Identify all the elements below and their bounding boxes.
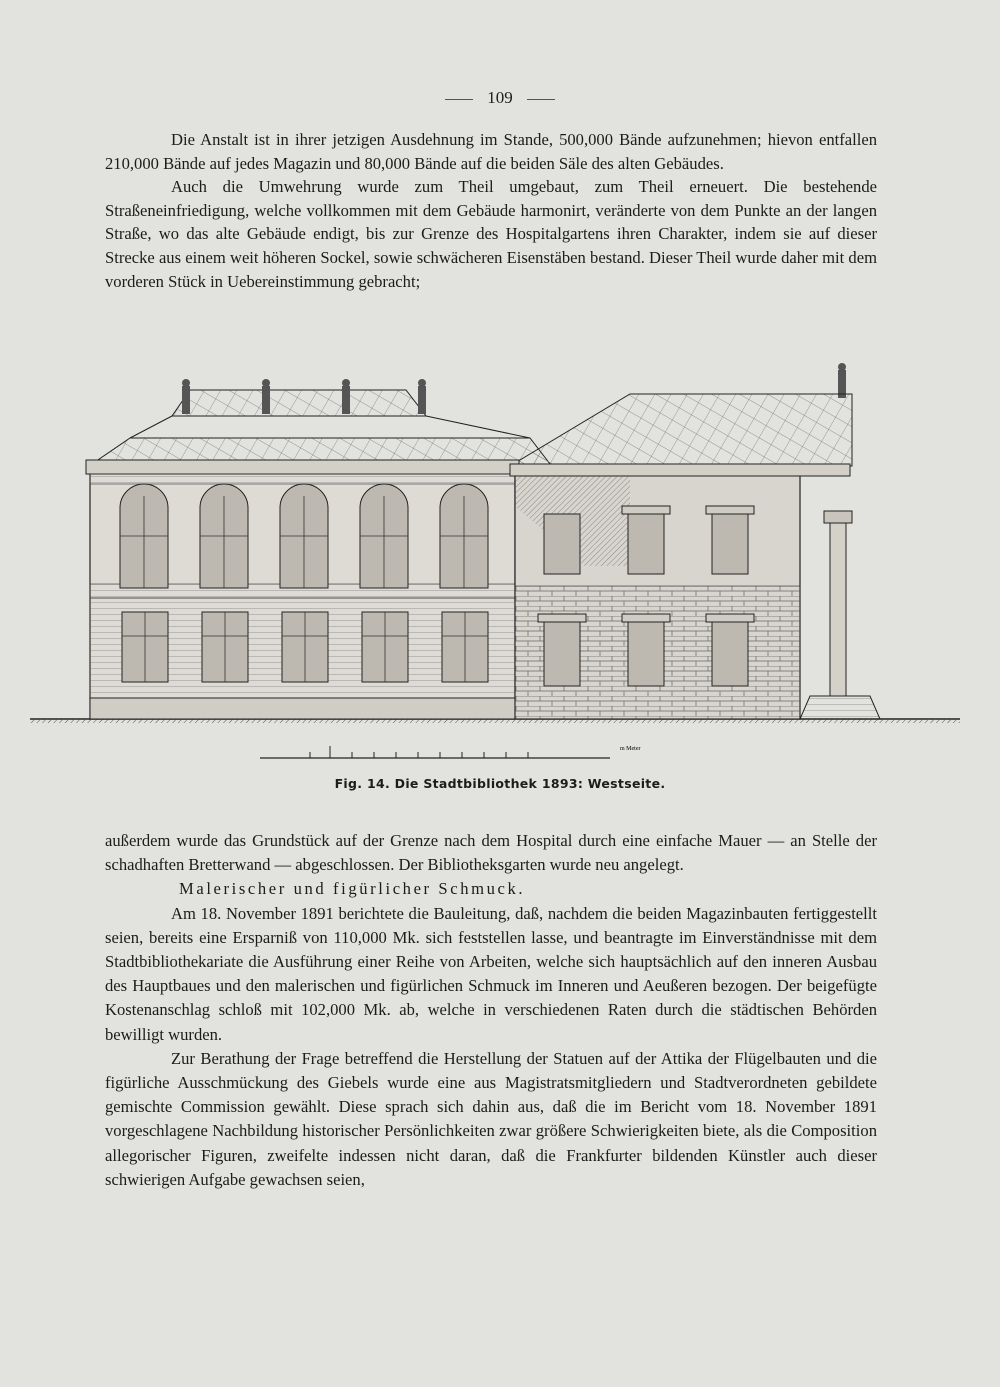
page-number-rule-right	[527, 99, 555, 100]
wing-cornice	[510, 464, 850, 476]
main-cornice	[86, 460, 519, 474]
attic-roof	[172, 390, 426, 416]
paragraph: Auch die Umwehrung wurde zum Theil umgebaut, zum Theil erneuert. Die bestehende Straßeneinfriedigung, welche vollkommen mit dem Gebäude harmonirt, veränderte von dem Punkte an der langen Straße, wo das alte Gebäude endigt, bis zur Grenze des Hospitalgartens ihren Charakter, indem sie auf dieser Strecke aus einem weit höheren Sockel, sowie schwächeren Eisenstäben bestand. Dieser Theil wurde daher mit dem vorderen Stück in Uebereinstimmung gebracht;	[105, 177, 877, 291]
figure-building-elevation	[30, 356, 960, 776]
paragraph: außerdem wurde das Grundstück auf der Grenze nach dem Hospital durch eine einfache Mauer — an Stelle der schadhaften Bretterwand — abgeschlossen. Der Bibliotheksgarten wurde neu angelegt.	[105, 831, 877, 875]
building-elevation-drawing	[30, 356, 960, 776]
wing-roof	[510, 394, 852, 466]
paragraph: Die Anstalt ist in ihrer jetzigen Ausdehnung im Stande, 500,000 Bände aufzunehmen; hievon entfallen 210,000 Bände auf jedes Magazin und 80,000 Bände auf die beiden Säle des alten Gebäudes.	[105, 130, 877, 173]
page-number-text: 109	[487, 88, 513, 107]
scale-bar	[260, 746, 610, 758]
column	[830, 521, 846, 696]
paragraph: Am 18. November 1891 berichtete die Bauleitung, daß, nachdem die beiden Magazinbauten fertiggestellt seien, bereits eine Ersparniß von 110,000 Mk. sich feststellen lasse, und beantragte im Einverständnisse mit dem Stadtbibliothekariate die Ausführung einer Reihe von Arbeiten, welche sich hauptsächlich auf den inneren Ausbau des Hauptbaues und den malerischen und figürlichen Schmuck im Inneren und Aeußeren bezogen. Der beigefügte Kostenanschlag schloß mit 102,000 Mk. ab, welche in verschiedenen Raten durch die städtischen Behörden bewilligt wurden.	[105, 903, 877, 1044]
section-heading: Malerischer und figürlicher Schmuck.	[179, 879, 526, 899]
scale-label: m Meter	[620, 746, 641, 752]
paragraph: Zur Berathung der Frage betreffend die Herstellung der Statuen auf der Attika der Flügelbauten und die figürliche Ausschmückung des Giebels wurde eine aus Magistratsmitgliedern und Stadtverordneten gebildete gemischte Commission gewählt. Diese sprach sich dahin aus, daß die im Bericht vom 18. November 1891 vorgeschlagene Nachbildung historischer Persönlichkeiten zwar größere Schwierigkeiten biete, als die Composition allegorischer Figuren, zweifelte indessen nicht daran, daß die Frankfurter bildenden Künstler auch dieser schwierigen Aufgabe gewachsen seien,	[105, 1048, 877, 1189]
text-block-bottom	[105, 829, 877, 1192]
page-number	[0, 88, 1000, 108]
entrance-steps	[800, 696, 880, 719]
figure-caption: Fig. 14. Die Stadtbibliothek 1893: Westseite.	[334, 776, 666, 791]
page-number-rule-left	[445, 99, 473, 100]
text-block-top	[105, 128, 877, 293]
